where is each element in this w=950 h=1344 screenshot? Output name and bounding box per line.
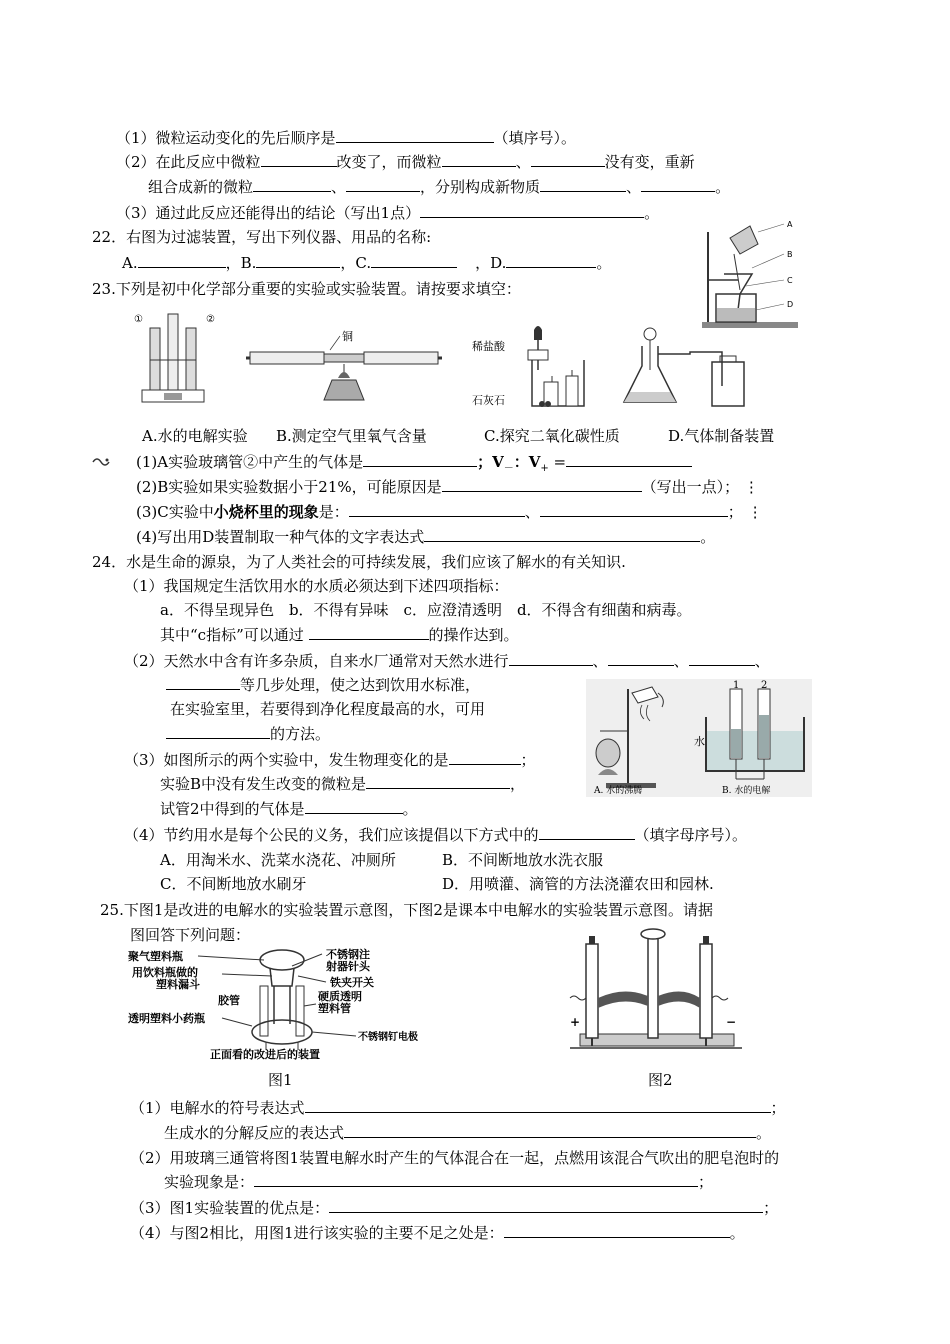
answer-blank[interactable] — [166, 724, 270, 739]
svg-text:用饮料瓶做的: 用饮料瓶做的 — [132, 966, 198, 979]
svg-text:+: + — [570, 1015, 581, 1029]
svg-text:聚气塑料瓶: 聚气塑料瓶 — [128, 950, 183, 963]
svg-text:胶管: 胶管 — [218, 994, 240, 1007]
q25-part1-b: 生成水的分解反应的表达式 。 — [164, 1124, 772, 1142]
q22-stem: 22．右图为过滤装置，写出下列仪器、用品的名称: — [92, 228, 432, 246]
q25-part4: （4）与图2相比，用图1进行该实验的主要不足之处是： 。 — [130, 1224, 745, 1242]
answer-blank[interactable] — [344, 1123, 756, 1138]
q21-part2: （2）在此反应中微粒 改变了，而微粒 、 没有变，重新 — [116, 153, 695, 171]
caption-d: D.气体制备装置 — [668, 427, 775, 445]
q23-part2: (2)B实验如果实验数据小于21%，可能原因是 （写出一点）； ⋮ — [136, 478, 759, 496]
answer-blank[interactable] — [540, 502, 728, 517]
q23-part4: (4)写出用D装置制取一种气体的文字表达式 。 — [136, 528, 716, 546]
answer-blank[interactable] — [442, 152, 516, 167]
answer-blank[interactable] — [166, 675, 240, 690]
oxygen-measurement-figure — [246, 330, 442, 408]
answer-blank[interactable] — [256, 253, 340, 268]
answer-blank[interactable] — [689, 651, 755, 666]
answer-blank[interactable] — [420, 203, 644, 218]
svg-text:透明塑料小药瓶: 透明塑料小药瓶 — [128, 1012, 205, 1025]
svg-text:铜: 铜 — [342, 330, 353, 343]
figure-2-label: 图2 — [648, 1071, 673, 1089]
filtration-apparatus-figure — [698, 214, 806, 332]
q23-stem: 23.下列是初中化学部分重要的实验或实验装置。请按要求填空： — [92, 280, 521, 298]
svg-text:水: 水 — [694, 735, 705, 748]
improved-electrolysis-figure — [126, 946, 418, 1062]
q22-answers: A. ，B. ，C. ，D. 。 — [122, 254, 612, 272]
answer-blank[interactable] — [261, 152, 337, 167]
q21-part1: （1）微粒运动变化的先后顺序是 （填序号）。 — [116, 129, 577, 147]
answer-blank[interactable] — [349, 502, 525, 517]
svg-text:不锈钢钉电极: 不锈钢钉电极 — [358, 1032, 418, 1043]
q24-option-b: B．不间断地放水洗衣服 — [442, 851, 604, 869]
q24-part2-lab: 在实验室里，若要得到净化程度最高的水，可用 — [170, 700, 486, 718]
svg-text:塑料管: 塑料管 — [318, 1002, 351, 1015]
answer-blank[interactable] — [608, 651, 674, 666]
q21-part3: （3）通过此反应还能得出的结论（写出1点） 。 — [116, 204, 660, 222]
answer-blank[interactable] — [363, 452, 477, 467]
svg-text:①: ① — [134, 314, 143, 325]
electrolysis-apparatus-figure — [128, 310, 218, 408]
q24-part2-cont: 等几步处理，使之达到饮用水标准， — [166, 675, 480, 695]
answer-blank[interactable] — [329, 1198, 763, 1213]
svg-text:硬质透明: 硬质透明 — [318, 990, 362, 1003]
svg-text:B. 水的电解: B. 水的电解 — [722, 786, 771, 796]
q24-part3-c: 试管2中得到的气体是 。 — [160, 800, 418, 818]
answer-blank[interactable] — [539, 825, 635, 840]
q21-part2-cont: 组合成新的微粒 、 ，分别构成新物质 、 。 — [148, 178, 731, 196]
answer-blank[interactable] — [506, 253, 596, 268]
q24-part1-c: 其中“c指标”可以通过 的操作达到。 — [160, 626, 519, 644]
svg-text:射器针头: 射器针头 — [326, 960, 370, 973]
label-c: C — [787, 276, 793, 285]
svg-text:铁夹开关: 铁夹开关 — [330, 976, 374, 989]
answer-blank[interactable] — [424, 527, 700, 542]
answer-blank[interactable] — [346, 177, 420, 192]
svg-text:不锈钢注: 不锈钢注 — [326, 948, 370, 961]
label-a: A — [787, 220, 793, 229]
q24-stem: 24．水是生命的源泉，为了人类社会的可持续发展，我们应该了解水的有关知识. — [92, 553, 626, 571]
caption-b: B.测定空气里氧气含量 — [276, 427, 427, 445]
answer-blank[interactable] — [366, 774, 510, 789]
answer-blank[interactable] — [449, 750, 521, 765]
answer-blank[interactable] — [442, 477, 642, 492]
svg-text:②: ② — [206, 314, 215, 325]
q25-part2-b: 实验现象是： ； — [164, 1173, 714, 1191]
gas-preparation-figure — [620, 326, 750, 408]
q25-stem-cont: 图回答下列问题： — [130, 926, 251, 944]
q24-option-c: C．不间断地放水刷牙 — [160, 875, 307, 893]
q23-part1: (1)A实验玻璃管②中产生的气体是 ；$V_-$：$V_+$ = — [136, 452, 692, 479]
q24-part4: （4）节约用水是每个公民的义务，我们应该提倡以下方式中的 （填字母序号）。 — [124, 826, 748, 844]
svg-text:稀盐酸: 稀盐酸 — [472, 340, 505, 353]
answer-blank[interactable] — [540, 177, 626, 192]
svg-text:A. 水的沸腾: A. 水的沸腾 — [594, 786, 643, 796]
answer-blank[interactable] — [641, 177, 715, 192]
answer-blank[interactable] — [336, 128, 494, 143]
label-b: B — [787, 250, 793, 259]
svg-text:塑料漏斗: 塑料漏斗 — [156, 978, 200, 991]
figure-1-label: 图1 — [268, 1071, 293, 1089]
answer-blank[interactable] — [254, 1172, 698, 1187]
answer-blank[interactable] — [309, 625, 429, 640]
answer-blank[interactable] — [531, 152, 605, 167]
answer-blank[interactable] — [138, 253, 226, 268]
q24-part1: （1）我国规定生活饮用水的水质必须达到下述四项指标： — [124, 577, 509, 595]
squiggle-mark — [92, 456, 112, 468]
svg-text:正面看的改进后的装置: 正面看的改进后的装置 — [210, 1048, 320, 1061]
q25-part1: （1）电解水的符号表达式 ； — [130, 1099, 786, 1117]
textbook-electrolysis-figure — [566, 926, 744, 1050]
caption-c: C.探究二氧化碳性质 — [484, 427, 620, 445]
q25-part3: （3）图1实验装置的优点是： ； — [130, 1199, 779, 1217]
q24-part3-b: 实验B中没有发生改变的微粒是 ， — [160, 775, 526, 793]
svg-text:−: − — [726, 1015, 737, 1029]
answer-blank[interactable] — [253, 177, 331, 192]
q24-option-d: D．用喷灌、滴管的方法浇灌农田和园林. — [442, 875, 714, 893]
label-d: D — [787, 300, 794, 309]
water-experiments-figure — [586, 679, 812, 797]
q25-part2: （2）用玻璃三通管将图1装置电解水时产生的气体混合在一起，点燃用该混合气吹出的肥皂泡时的 — [130, 1149, 780, 1167]
answer-blank[interactable] — [305, 1098, 771, 1113]
answer-blank[interactable] — [371, 253, 457, 268]
co2-experiment-figure — [472, 320, 590, 410]
q24-part2: （2）天然水中含有许多杂质，自来水厂通常对天然水进行 、 、 、 — [124, 652, 770, 670]
answer-blank[interactable] — [305, 799, 403, 814]
q23-part3: (3)C实验中小烧杯里的现象是： 、 ； ⋮ — [136, 503, 763, 521]
caption-a: A.水的电解实验 — [142, 427, 248, 445]
q24-part2-end: 的方法。 — [166, 724, 330, 744]
q24-part1-options: a．不得呈现异色 b．不得有异味 c．应澄清透明 d．不得含有细菌和病毒。 — [160, 601, 692, 619]
q24-part3: （3）如图所示的两个实验中，发生物理变化的是 ； — [124, 751, 536, 769]
svg-text:2: 2 — [761, 680, 768, 691]
q24-option-a: A．用淘米水、洗菜水浇花、冲厕所 — [160, 851, 396, 869]
answer-blank[interactable] — [566, 452, 692, 467]
answer-blank[interactable] — [504, 1223, 730, 1238]
answer-blank[interactable] — [509, 651, 593, 666]
svg-text:1: 1 — [733, 680, 740, 691]
q25-stem: 25.下图1是改进的电解水的实验装置示意图，下图2是课本中电解水的实验装置示意图。请据 — [100, 901, 713, 919]
svg-text:石灰石: 石灰石 — [472, 394, 505, 407]
